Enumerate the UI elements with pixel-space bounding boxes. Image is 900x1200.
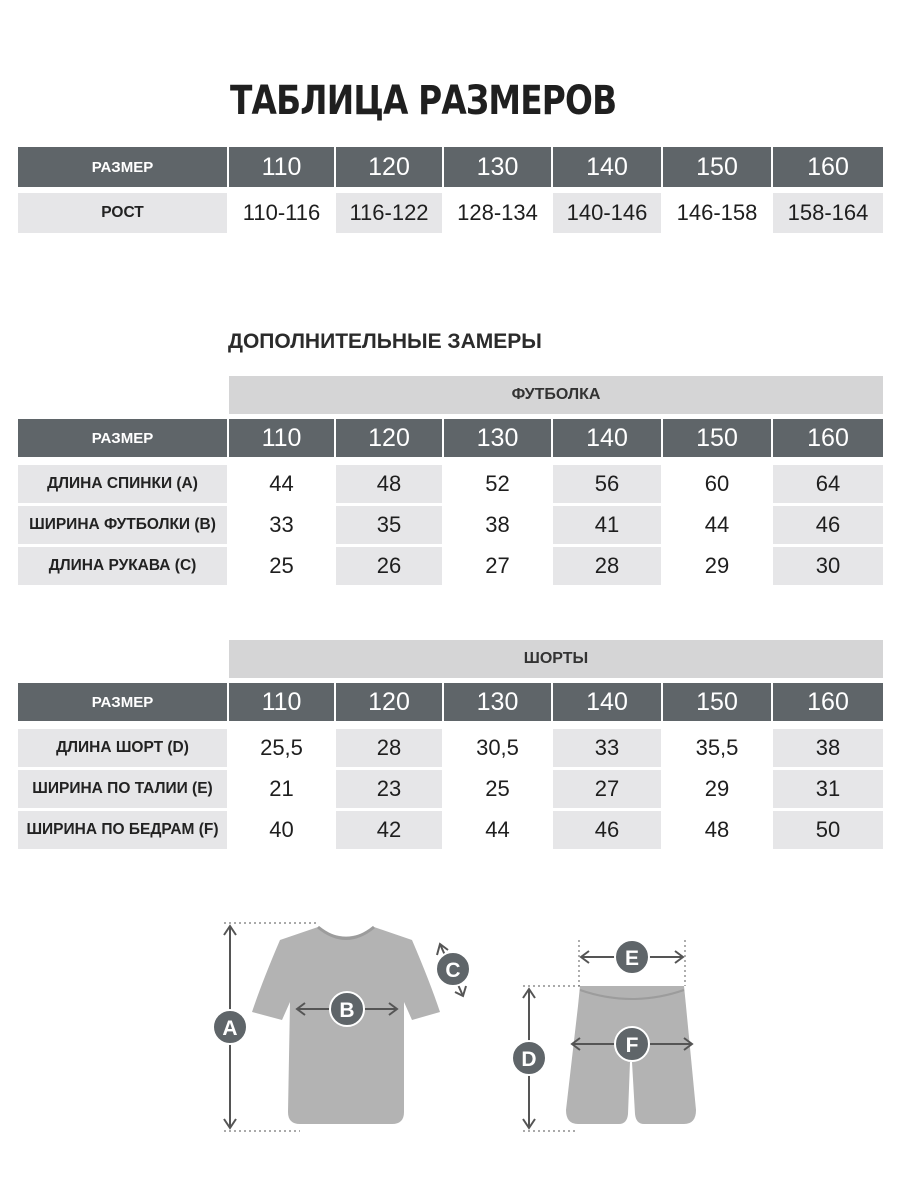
- marker-c-label: C: [445, 959, 461, 982]
- size-header-cell: 160: [773, 683, 883, 721]
- height-row-label: РОСТ: [18, 193, 227, 233]
- measurement-cell: 56: [553, 465, 661, 503]
- size-header-cell: 130: [444, 147, 551, 187]
- measurement-cell: 23: [336, 770, 442, 808]
- measurement-cell: 52: [485, 471, 510, 496]
- marker-a: [213, 1010, 247, 1044]
- size-header-cell: 110: [229, 419, 334, 457]
- marker-e: [615, 940, 649, 974]
- section-band: ШОРТЫ: [229, 640, 883, 678]
- size-header-cell: 120: [336, 419, 442, 457]
- marker-f: [615, 1027, 649, 1061]
- measurement-cell: 33: [553, 729, 661, 767]
- measurement-cell: 31: [773, 770, 883, 808]
- size-header-cell: 140: [553, 419, 661, 457]
- measurement-cell: 30: [773, 547, 883, 585]
- measurement-row-label: ШИРИНА ПО БЕДРАМ (F): [18, 811, 227, 849]
- measurement-cell: 44: [704, 512, 730, 537]
- measurement-cell: 38: [773, 729, 883, 767]
- marker-e-label: E: [624, 947, 640, 970]
- size-header-label: РАЗМЕР: [18, 147, 227, 187]
- measurement-row-label: ДЛИНА СПИНКИ (A): [18, 465, 227, 503]
- measurement-cell: 35,5: [695, 735, 739, 760]
- measurement-cell: 25,5: [260, 735, 303, 760]
- size-header-label: РАЗМЕР: [18, 419, 227, 457]
- measurement-cell: 35: [336, 506, 442, 544]
- marker-d-label: D: [521, 1048, 537, 1071]
- measurement-cell: 30,5: [476, 735, 519, 760]
- measurement-cell: 60: [704, 471, 730, 496]
- measurement-cell: 27: [553, 770, 661, 808]
- size-header-cell: 130: [444, 419, 551, 457]
- measurement-cell: 46: [553, 811, 661, 849]
- measurement-cell: 26: [336, 547, 442, 585]
- size-header-cell: 140: [553, 683, 661, 721]
- measurement-cell: 28: [336, 729, 442, 767]
- size-header-cell: 150: [663, 683, 771, 721]
- marker-d: [512, 1041, 546, 1075]
- measurement-row-label: ДЛИНА РУКАВА (C): [18, 547, 227, 585]
- measurement-cell: 25: [269, 553, 294, 578]
- measurement-cell: 50: [773, 811, 883, 849]
- measurement-cell: 48: [704, 817, 730, 842]
- measurement-cell: 44: [269, 471, 294, 496]
- measurement-cell: 41: [553, 506, 661, 544]
- marker-b-label: B: [339, 999, 355, 1022]
- size-header-cell: 120: [336, 683, 442, 721]
- height-cell: 128-134: [457, 200, 538, 225]
- marker-b: [330, 992, 364, 1026]
- measurement-row-label: ДЛИНА ШОРТ (D): [18, 729, 227, 767]
- section-band: ФУТБОЛКА: [229, 376, 883, 414]
- size-header-cell: 160: [773, 419, 883, 457]
- height-cell: 146-158: [676, 200, 758, 225]
- height-cell: 158-164: [773, 193, 883, 233]
- size-header-cell: 120: [336, 147, 442, 187]
- height-cell: 110-116: [242, 200, 321, 225]
- size-header-cell: 150: [663, 147, 771, 187]
- measurement-cell: 42: [336, 811, 442, 849]
- size-header-cell: 150: [663, 419, 771, 457]
- measurement-cell: 44: [485, 817, 510, 842]
- size-header-cell: 140: [553, 147, 661, 187]
- measurement-cell: 46: [773, 506, 883, 544]
- page-title: ТАБЛИЦА РАЗМЕРОВ: [230, 78, 617, 124]
- size-header-cell: 130: [444, 683, 551, 721]
- marker-f-label: F: [625, 1034, 639, 1057]
- measurement-row-label: ШИРИНА ПО ТАЛИИ (E): [18, 770, 227, 808]
- size-header-label: РАЗМЕР: [18, 683, 227, 721]
- measurement-cell: 27: [485, 553, 510, 578]
- measurement-cell: 64: [773, 465, 883, 503]
- measurement-row-label: ШИРИНА ФУТБОЛКИ (B): [18, 506, 227, 544]
- size-header-cell: 110: [229, 683, 334, 721]
- size-header-cell: 160: [773, 147, 883, 187]
- size-header-cell: 110: [229, 147, 334, 187]
- measurement-cell: 28: [553, 547, 661, 585]
- marker-a-label: A: [222, 1017, 238, 1040]
- measurement-cell: 48: [336, 465, 442, 503]
- height-cell: 116-122: [336, 193, 442, 233]
- measurement-cell: 29: [704, 553, 730, 578]
- measurement-cell: 40: [269, 817, 294, 842]
- height-cell: 140-146: [553, 193, 661, 233]
- marker-c: [436, 952, 470, 986]
- measurement-cell: 25: [485, 776, 510, 801]
- section-subtitle: ДОПОЛНИТЕЛЬНЫЕ ЗАМЕРЫ: [228, 330, 542, 353]
- measurement-cell: 29: [704, 776, 730, 801]
- measurement-cell: 38: [485, 512, 510, 537]
- measurement-cell: 21: [269, 776, 294, 801]
- measurement-cell: 33: [269, 512, 294, 537]
